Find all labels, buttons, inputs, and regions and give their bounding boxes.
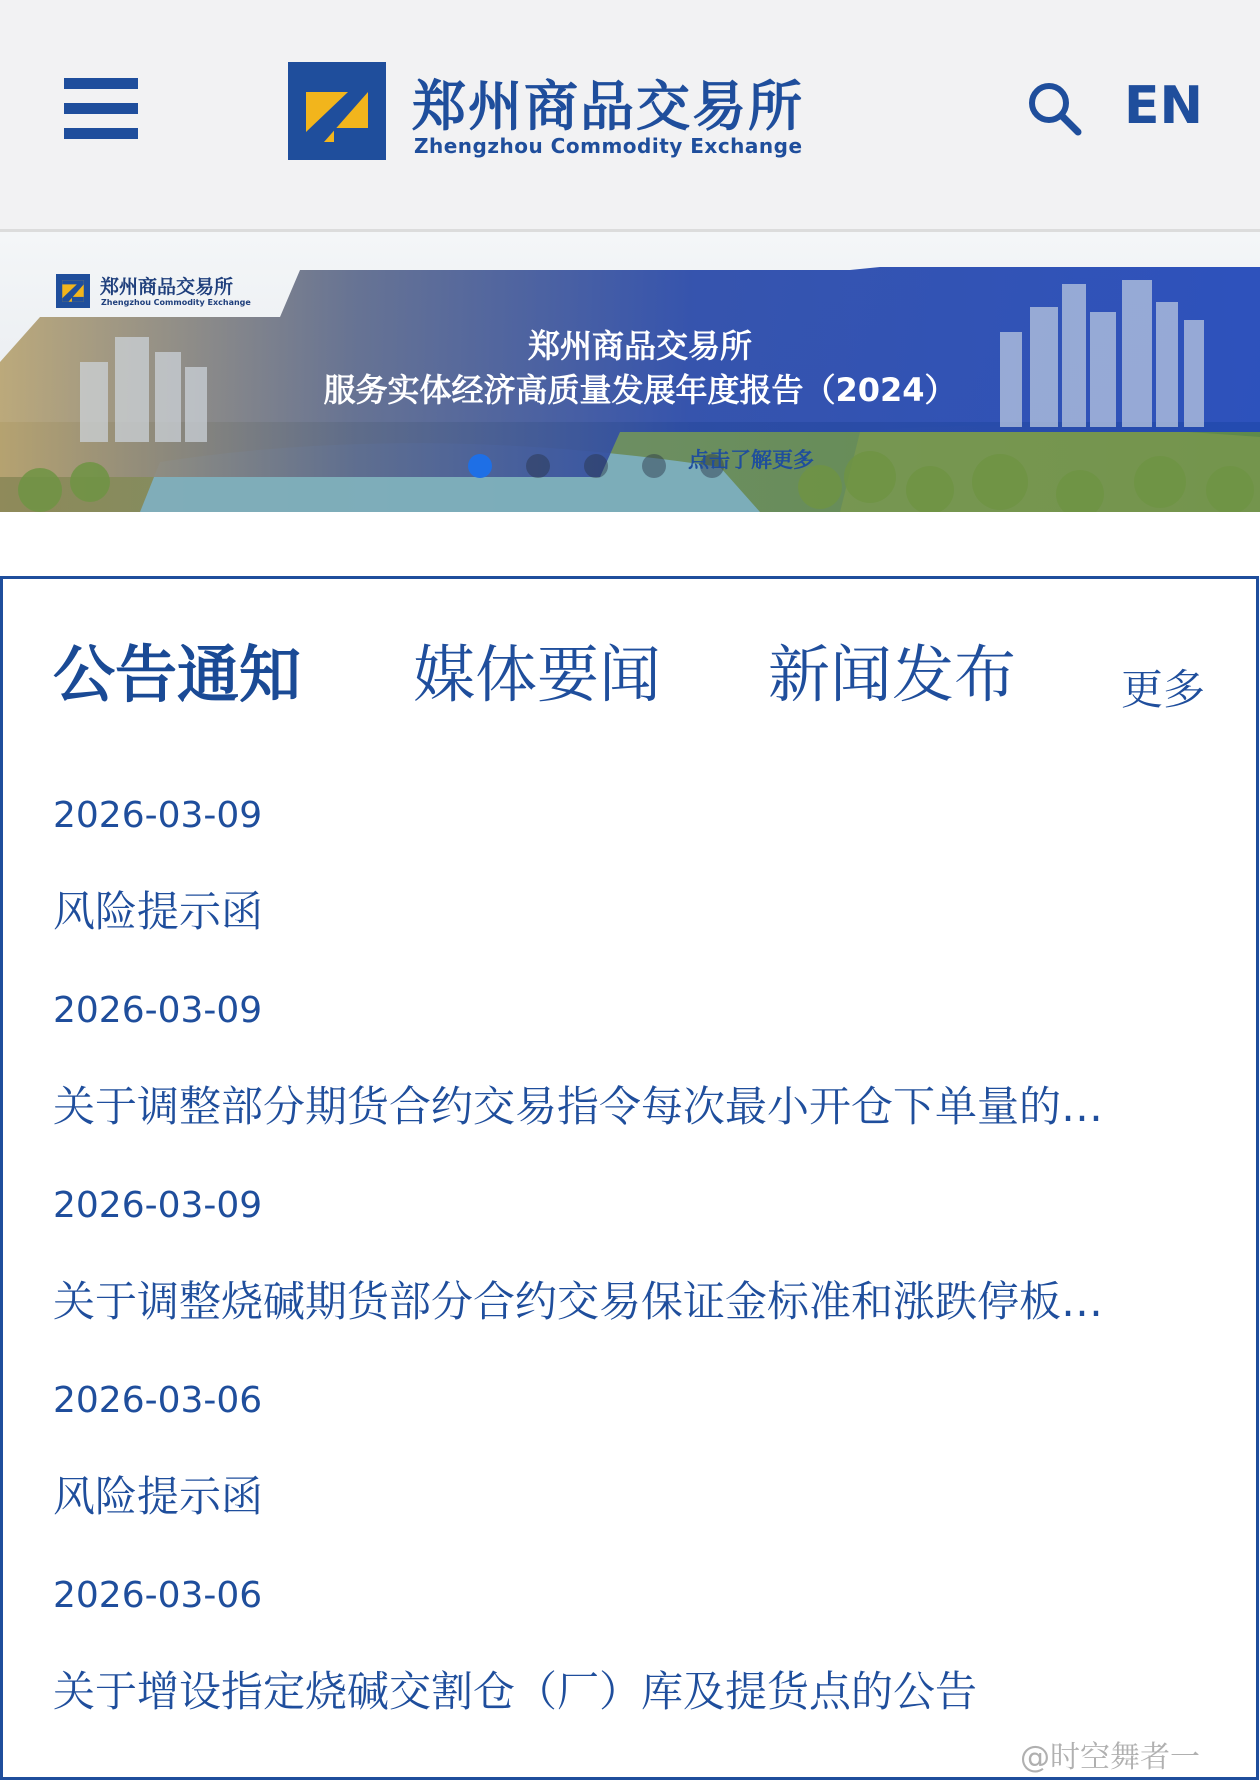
carousel-dot-3[interactable] <box>584 454 608 478</box>
notice-date: 2026-03-09 <box>53 990 263 1031</box>
banner-logo <box>56 272 296 312</box>
notice-title-link[interactable]: 关于调整部分期货合约交易指令每次最小开仓下单量的… <box>53 1082 1104 1131</box>
tab-announcements[interactable]: 公告通知 <box>53 638 302 711</box>
banner-learn-more-link[interactable]: 点击了解更多 <box>688 448 814 472</box>
notice-title-link[interactable]: 关于增设指定烧碱交割仓（厂）库及提货点的公告 <box>53 1667 978 1716</box>
banner-title-line1: 郑州商品交易所 <box>527 327 752 365</box>
site-logo[interactable] <box>288 60 828 164</box>
top-header <box>0 0 1260 232</box>
news-panel <box>0 576 1259 1780</box>
notice-date: 2026-03-09 <box>53 1185 263 1226</box>
more-link[interactable]: 更多 <box>1121 665 1206 714</box>
carousel-dot-2[interactable] <box>526 454 550 478</box>
notice-date: 2026-03-09 <box>53 795 263 836</box>
zce-logo-small-icon <box>56 274 90 308</box>
zce-logo-icon <box>288 62 386 160</box>
banner-title <box>300 324 980 412</box>
logo-chinese-name: 郑州商品交易所 <box>412 75 804 138</box>
watermark-text: @时空舞者一 <box>1020 1740 1200 1775</box>
tab-press-releases[interactable]: 新闻发布 <box>768 638 1017 711</box>
notice-title-link[interactable]: 风险提示函 <box>53 887 264 936</box>
carousel-dot-4[interactable] <box>642 454 666 478</box>
carousel-dot-1[interactable] <box>468 454 492 478</box>
search-icon[interactable] <box>1026 80 1082 136</box>
notice-date: 2026-03-06 <box>53 1575 263 1616</box>
notice-title-link[interactable]: 风险提示函 <box>53 1472 264 1521</box>
notice-date: 2026-03-06 <box>53 1380 263 1421</box>
language-switch-button[interactable]: EN <box>1124 76 1204 136</box>
notice-title-link[interactable]: 关于调整烧碱期货部分合约交易保证金标准和涨跌停板… <box>53 1277 1104 1326</box>
banner-logo-chinese: 郑州商品交易所 <box>100 276 234 298</box>
banner-carousel[interactable] <box>0 232 1260 512</box>
tab-media-news[interactable]: 媒体要闻 <box>413 638 662 711</box>
banner-title-line2: 服务实体经济高质量发展年度报告（2024） <box>323 371 957 409</box>
banner-logo-english: Zhengzhou Commodity Exchange <box>101 298 251 307</box>
logo-english-name: Zhengzhou Commodity Exchange <box>414 134 803 158</box>
menu-icon[interactable] <box>64 78 138 140</box>
